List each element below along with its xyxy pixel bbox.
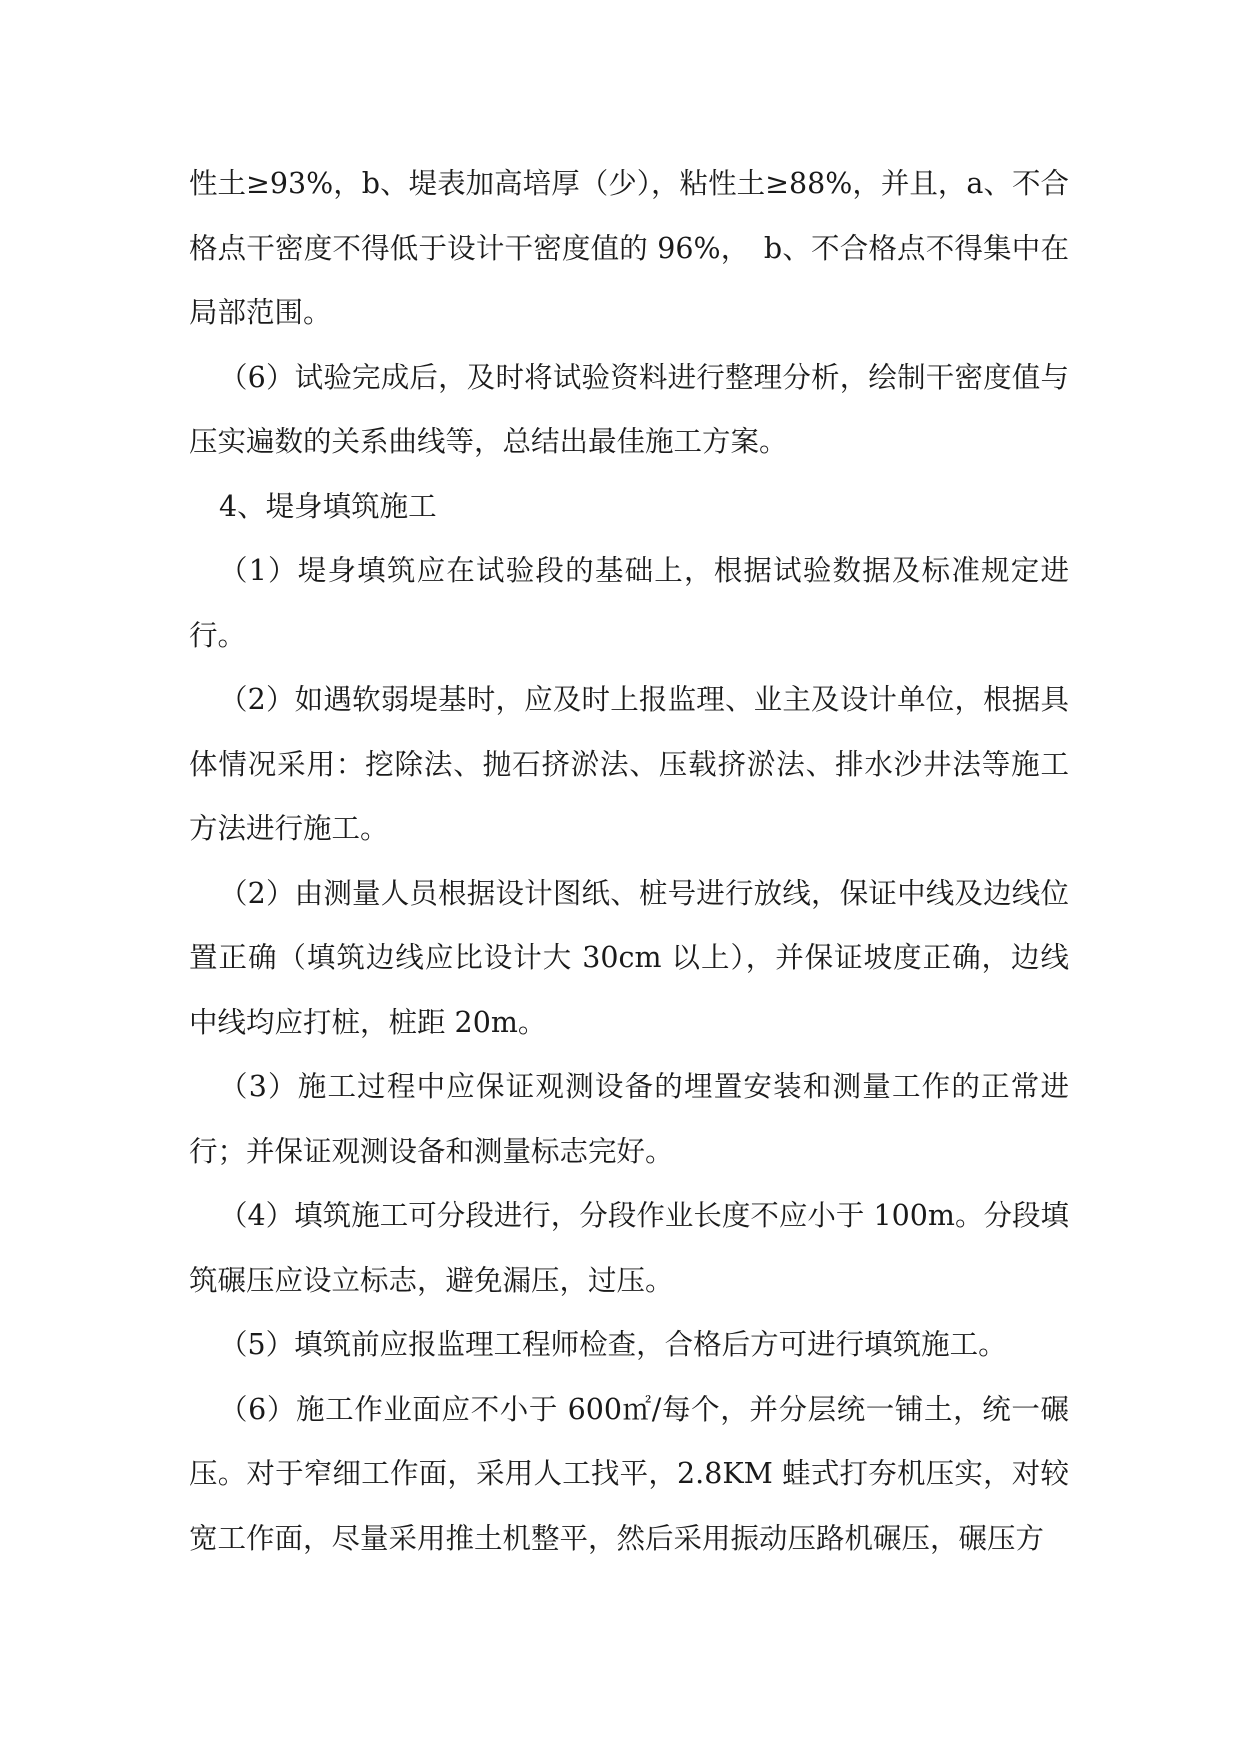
paragraph-test-analysis: （6）试验完成后，及时将试验资料进行整理分析，绘制干密度值与压实遍数的关系曲线等，总结出最佳施工方案。 (189, 360, 1069, 458)
paragraph-continuation: 性土≥93%，b、堤表加高培厚（少），粘性土≥88%，并且，a、不合格点干密度不得低于设计干密度值的 96%， b、不合格点不得集中在局部范围。 (189, 167, 1069, 329)
paragraph-item-4: （4）填筑施工可分段进行，分段作业长度不应小于 100m。分段填筑碾压应设立标志，避免漏压，过压。 (189, 1199, 1069, 1297)
paragraph-item-2-soft-foundation: （2）如遇软弱堤基时，应及时上报监理、业主及设计单位，根据具体情况采用：挖除法、抛石挤淤法、压载挤淤法、排水沙井法等施工方法进行施工。 (189, 683, 1069, 845)
section-heading: 4、堤身填筑施工 (219, 489, 437, 523)
paragraph-item-2-surveying: （2）由测量人员根据设计图纸、桩号进行放线，保证中线及边线位置正确（填筑边线应比设计大 30cm 以上），并保证坡度正确，边线中线均应打桩，桩距 20m。 (189, 876, 1069, 1039)
paragraph-item-3: （3）施工过程中应保证观测设备的埋置安装和测量工作的正常进行；并保证观测设备和测量标志完好。 (189, 1070, 1069, 1168)
document-body (189, 152, 1069, 1571)
paragraph-item-5: （5）填筑前应报监理工程师检查，合格后方可进行填筑施工。 (219, 1328, 1007, 1361)
paragraph-item-6: （6）施工作业面应不小于 600㎡/每个，并分层统一铺土，统一碾压。对于窄细工作面，采用人工找平，2.8KM 蛙式打夯机压实，对较宽工作面，尽量采用推土机整平，然后采用振动压路机碾压，碾压方 (189, 1392, 1069, 1555)
paragraph-item-1: （1）堤身填筑应在试验段的基础上，根据试验数据及标准规定进行。 (189, 554, 1069, 652)
